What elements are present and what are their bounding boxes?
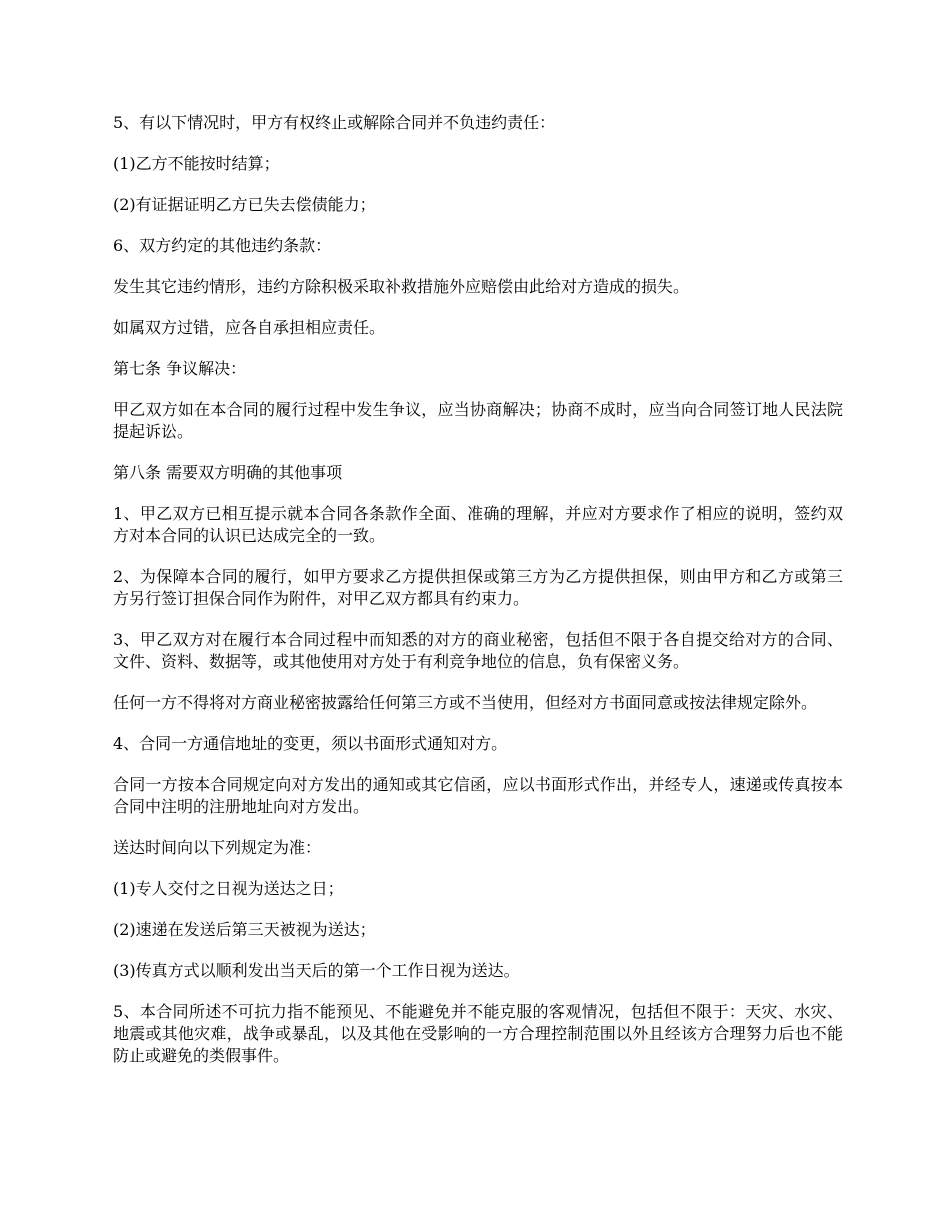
article-8-heading: 第八条 需要双方明确的其他事项 bbox=[113, 463, 343, 482]
document-page bbox=[113, 112, 843, 1086]
mutual-fault: 如属双方过错，应各自承担相应责任。 bbox=[113, 318, 386, 337]
item-3-confidentiality: 3、甲乙双方对在履行本合同过程中而知悉的对方的商业秘密，包括但不限于各自提交给对方的合同、文件、资料、数据等，或其他使用对方处于有利竞争地位的信息，负有保密义务。 bbox=[113, 630, 843, 671]
delivery-rule-2: (2)速递在发送后第三天被视为送达； bbox=[113, 920, 376, 939]
dispute-resolution-text: 甲乙双方如在本合同的履行过程中发生争议，应当协商解决；协商不成时，应当向合同签订地人民法院提起诉讼。 bbox=[113, 400, 843, 441]
breach-compensation: 发生其它违约情形，违约方除积极采取补救措施外应赔偿由此给对方造成的损失。 bbox=[113, 277, 690, 296]
article-7-heading: 第七条 争议解决： bbox=[113, 359, 247, 378]
clause-6-other-breach: 6、双方约定的其他违约条款： bbox=[113, 236, 332, 255]
termination-item-2: (2)有证据证明乙方已失去偿债能力； bbox=[113, 195, 376, 214]
delivery-rule-3: (3)传真方式以顺利发出当天后的第一个工作日视为送达。 bbox=[113, 961, 520, 980]
item-5-force-majeure: 5、本合同所述不可抗力指不能预见、不能避免并不能克服的客观情况，包括但不限于：天灾、水灾、地震或其他灾难，战争或暴乱，以及其他在受影响的一方合理控制范围以外且经该方合理努力后也不能防止或避免的类假事件。 bbox=[113, 1002, 843, 1065]
termination-item-1: (1)乙方不能按时结算； bbox=[113, 154, 280, 173]
clause-5-termination: 5、有以下情况时，甲方有权终止或解除合同并不负违约责任： bbox=[113, 113, 556, 132]
confidentiality-exception: 任何一方不得将对方商业秘密披露给任何第三方或不当使用，但经对方书面同意或按法律规定除外。 bbox=[113, 693, 818, 712]
delivery-time-rules: 送达时间向以下列规定为准： bbox=[113, 838, 322, 857]
notice-delivery: 合同一方按本合同规定向对方发出的通知或其它信函，应以书面形式作出，并经专人，速递或传真按本合同中注明的注册地址向对方发出。 bbox=[113, 775, 843, 816]
delivery-rule-1: (1)专人交付之日视为送达之日； bbox=[113, 879, 344, 898]
item-1-understanding: 1、甲乙双方已相互提示就本合同各条款作全面、准确的理解，并应对方要求作了相应的说明，签约双方对本合同的认识已达成完全的一致。 bbox=[113, 504, 843, 545]
item-4-address-change: 4、合同一方通信地址的变更，须以书面形式通知对方。 bbox=[113, 734, 508, 753]
item-2-guarantee: 2、为保障本合同的履行，如甲方要求乙方提供担保或第三方为乙方提供担保，则由甲方和乙方或第三方另行签订担保合同作为附件，对甲乙双方都具有约束力。 bbox=[113, 567, 843, 608]
